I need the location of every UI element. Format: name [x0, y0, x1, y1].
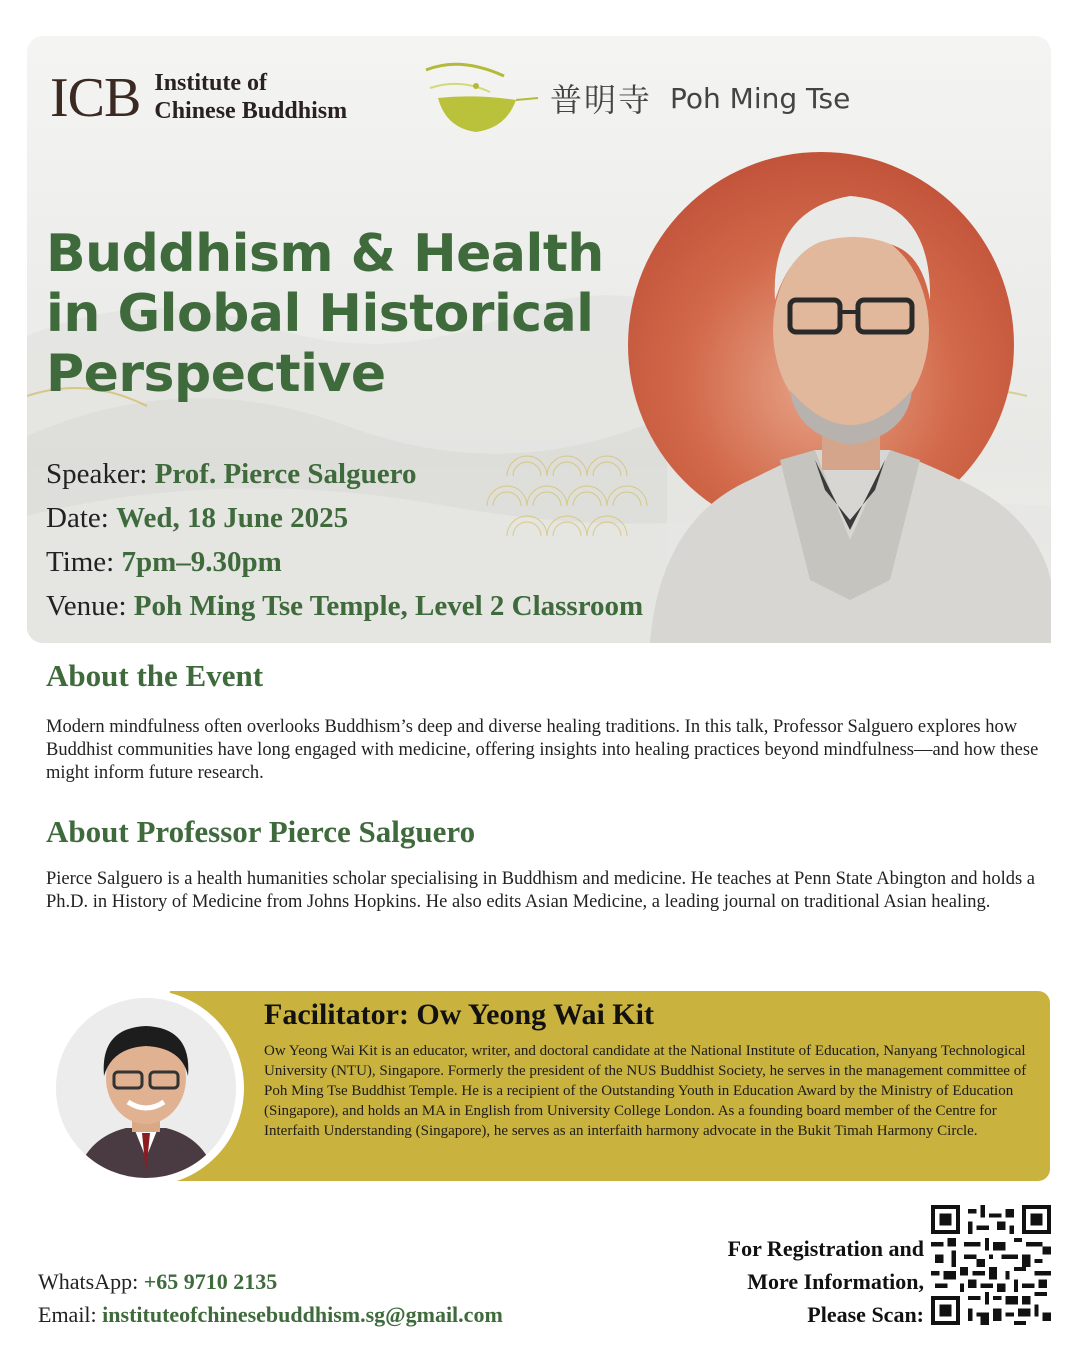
email-label: Email:: [38, 1302, 97, 1327]
icb-logo-mark: ICB: [50, 67, 141, 129]
event-title-line3: Perspective: [46, 344, 386, 404]
icb-logo-line2: Chinese Buddhism: [154, 98, 348, 124]
icb-logo-line1: Institute of: [154, 70, 268, 97]
registration-line3: Please Scan:: [807, 1302, 924, 1327]
lotus-bowl-icon: [420, 58, 540, 138]
facilitator-title: Facilitator: Ow Yeong Wai Kit: [264, 998, 654, 1031]
poh-ming-tse-logo: [420, 58, 850, 138]
facilitator-photo: [56, 998, 236, 1178]
icb-logo-text: [154, 70, 347, 125]
email-row: [38, 1298, 503, 1331]
speaker-row: [46, 452, 643, 496]
date-value: Wed, 18 June 2025: [116, 502, 349, 534]
speaker-label: Speaker:: [46, 458, 148, 490]
about-event-heading: About the Event: [46, 658, 264, 693]
event-title: [46, 224, 626, 404]
whatsapp-label: WhatsApp:: [38, 1269, 139, 1294]
poh-ming-tse-english-name: Poh Ming Tse: [670, 81, 851, 115]
time-value: 7pm–9.30pm: [121, 546, 282, 578]
about-professor-heading: About Professor Pierce Salguero: [46, 814, 476, 849]
qr-code-icon[interactable]: [931, 1205, 1051, 1325]
facilitator-portrait: [56, 998, 236, 1178]
whatsapp-value[interactable]: +65 9710 2135: [143, 1269, 278, 1294]
about-professor-body: Pierce Salguero is a health humanities scholar specialising in Buddhism and medicine. He teaches at Penn State Abington and holds a Ph.D. in History of Medicine from Johns Hopkins. He also edits Asian Medicine, a leading journal on traditional Asian healing.: [46, 869, 1036, 912]
event-details: [46, 452, 643, 628]
speaker-value: Prof. Pierce Salguero: [154, 458, 417, 490]
whatsapp-row: [38, 1265, 503, 1298]
date-label: Date:: [46, 502, 109, 534]
time-row: [46, 540, 643, 584]
speaker-portrait: [640, 160, 1051, 643]
registration-line1: For Registration and: [727, 1236, 924, 1261]
event-title-line1: Buddhism & Health: [46, 224, 604, 284]
time-label: Time:: [46, 546, 115, 578]
registration-prompt: [660, 1232, 924, 1331]
contact-info: [38, 1265, 503, 1331]
venue-value: Poh Ming Tse Temple, Level 2 Classroom: [133, 590, 644, 622]
icb-logo: [50, 67, 348, 129]
poh-ming-tse-chinese-name: 普明寺: [550, 81, 653, 119]
venue-label: Venue:: [46, 590, 127, 622]
venue-row: [46, 584, 643, 628]
email-value[interactable]: instituteofchinesebuddhism.sg@gmail.com: [102, 1302, 503, 1327]
event-title-line2: in Global Historical: [46, 284, 594, 344]
about-event-body: Modern mindfulness often overlooks Buddhism’s deep and diverse healing traditions. In this talk, Professor Salguero explores how Buddhist communities have long engaged with medicine, offering insights into healing practices beyond mindfulness—and how these might inform future research.: [46, 717, 1039, 783]
date-row: [46, 496, 643, 540]
facilitator-bio: Ow Yeong Wai Kit is an educator, writer, and doctoral candidate at the National Institute of Education, Nanyang Technological University (NTU), Singapore. Formerly the president of the NUS Buddhist Society, he serves in the management committee of Poh Ming Tse Buddhist Temple. He is a recipient of the Outstanding Youth in Education Award by the Ministry of Education (Singapore), and holds an MA in English from University College London. As a founding board member of the Centre for Interfaith Understanding (Singapore), he serves as an interfaith harmony advocate in the Bukit Timah Harmony Circle.: [264, 1043, 1027, 1139]
registration-line2: More Information,: [747, 1269, 924, 1294]
